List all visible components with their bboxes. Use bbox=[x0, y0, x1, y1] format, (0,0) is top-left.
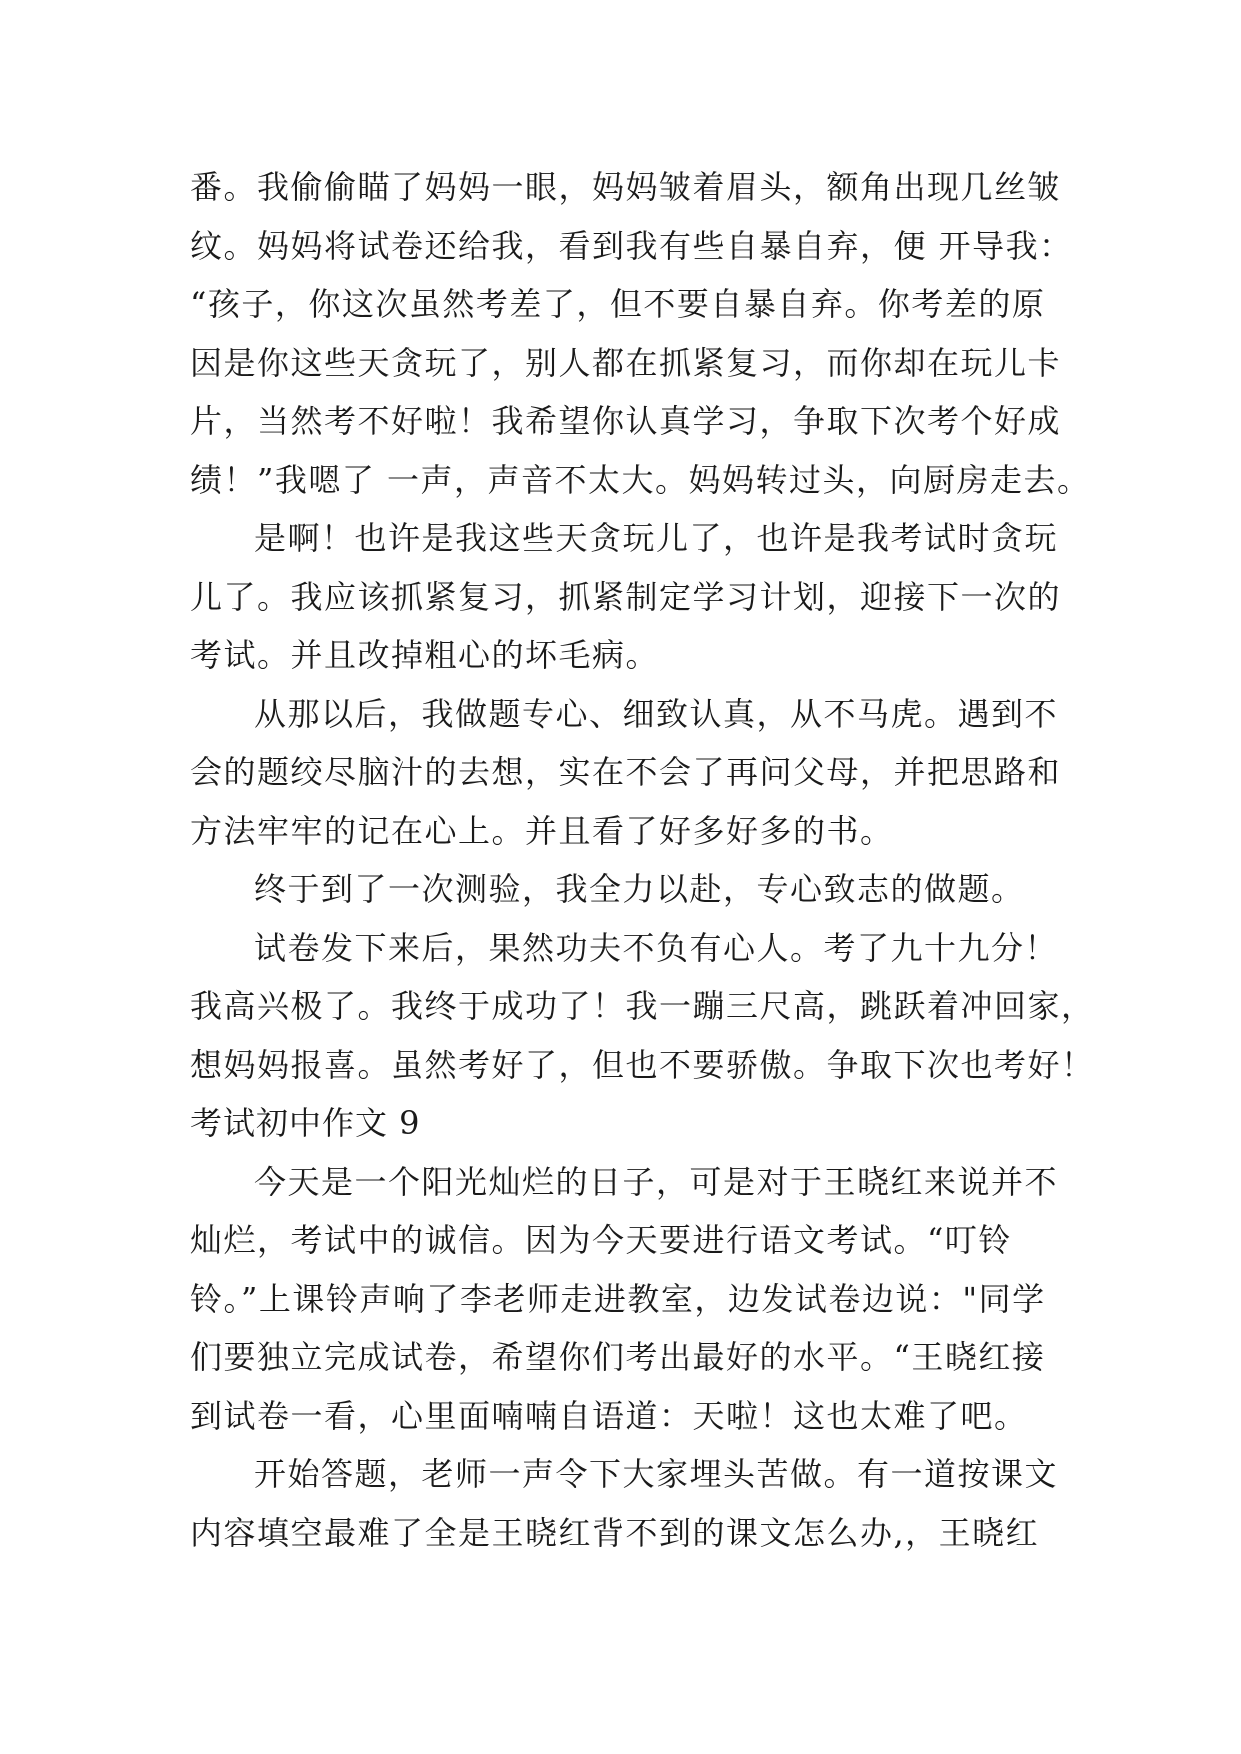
text-line: 到试卷一看，心里面喃喃自语道：天啦！这也太难了吧。 bbox=[190, 1396, 1028, 1435]
text-line: 铃。”上课铃声响了李老师走进教室，边发试卷边说："同学 bbox=[190, 1279, 1046, 1318]
text-line: 们要独立完成试卷，希望你们考出最好的水平。“王晓红接 bbox=[190, 1338, 1046, 1376]
paragraph-start-line: 开始答题，老师一声令下大家埋头苦做。有一道按课文 bbox=[254, 1455, 1059, 1493]
text-line: 绩！”我嗯了 一声，声音不太大。妈妈转过头，向厨房走去。 bbox=[190, 460, 1091, 499]
text-line: 想妈妈报喜。虽然考好了，但也不要骄傲。争取下次也考好！ bbox=[190, 1045, 1095, 1084]
paragraph-start-line: 试卷发下来后，果然功夫不负有心人。考了九十九分！ bbox=[254, 928, 1059, 967]
paragraph-start-line: 是啊！也许是我这些天贪玩儿了，也许是我考试时贪玩 bbox=[254, 519, 1059, 557]
essay-body bbox=[190, 158, 1095, 1562]
text-line: 儿了。我应该抓紧复习，抓紧制定学习计划，迎接下一次的 bbox=[190, 577, 1062, 616]
text-line: 方法牢牢的记在心上。并且看了好多好多的书。 bbox=[190, 811, 894, 850]
essay-title: 考试初中作文 9 bbox=[190, 1104, 421, 1142]
text-line: 考试。并且改掉粗心的坏毛病。 bbox=[190, 636, 660, 674]
paragraph-start-line: 终于到了一次测验，我全力以赴，专心致志的做题。 bbox=[254, 870, 1025, 908]
text-line: 内容填空最难了全是王晓红背不到的课文怎么办,，王晓红 bbox=[190, 1513, 1040, 1552]
text-line: 番。我偷偷瞄了妈妈一眼，妈妈皱着眉头，额角出现几丝皱 bbox=[190, 168, 1062, 206]
text-line: 因是你这些天贪玩了，别人都在抓紧复习，而你却在玩儿卡 bbox=[190, 343, 1062, 382]
paragraph-start-line: 今天是一个阳光灿烂的日子，可是对于王晓红来说并不 bbox=[254, 1162, 1059, 1201]
text-line: 片，当然考不好啦！我希望你认真学习，争取下次考个好成 bbox=[190, 402, 1062, 440]
paragraph-start-line: 从那以后，我做题专心、细致认真，从不马虎。遇到不 bbox=[254, 694, 1059, 733]
text-line: 纹。妈妈将试卷还给我，看到我有些自暴自弃，便 开导我： bbox=[190, 226, 1073, 265]
text-line: 会的题绞尽脑汁的去想，实在不会了再问父母，并把思路和 bbox=[190, 753, 1062, 791]
text-line: 灿烂，考试中的诚信。因为今天要进行语文考试。“叮铃 bbox=[190, 1221, 1012, 1259]
text-line: “孩子，你这次虽然考差了，但不要自暴自弃。你考差的原 bbox=[190, 285, 1046, 323]
text-line: 我高兴极了。我终于成功了！我一蹦三尺高，跳跃着冲回家， bbox=[190, 987, 1095, 1025]
